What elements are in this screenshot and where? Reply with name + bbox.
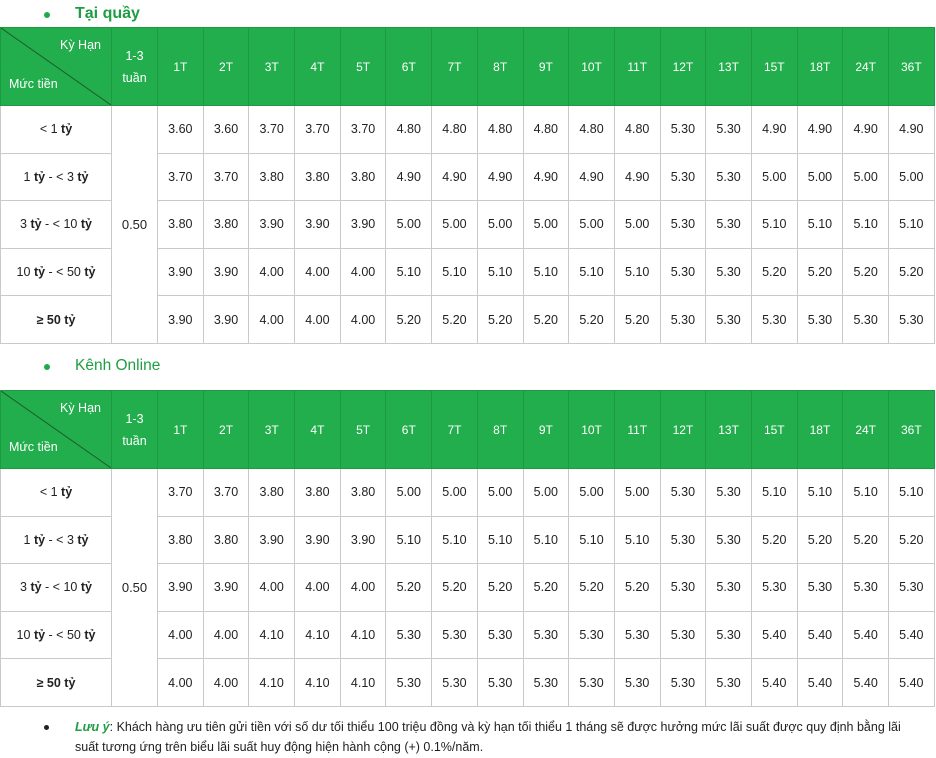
term-header: 1T bbox=[158, 28, 204, 106]
rate-cell: 4.90 bbox=[386, 153, 432, 201]
bullet-dot-icon bbox=[44, 725, 49, 730]
term-header: 7T bbox=[432, 391, 478, 469]
rate-cell: 3.90 bbox=[158, 248, 204, 296]
weeks-header: 1-3 tuần bbox=[112, 391, 158, 469]
term-header: 12T bbox=[660, 391, 706, 469]
term-header: 4T bbox=[295, 28, 341, 106]
rate-cell: 4.80 bbox=[432, 106, 478, 154]
rate-table-counter bbox=[0, 27, 935, 344]
rate-cell: 5.00 bbox=[523, 201, 569, 249]
rate-cell: 4.90 bbox=[843, 106, 889, 154]
rate-cell: 3.70 bbox=[158, 153, 204, 201]
rate-cell: 5.30 bbox=[523, 659, 569, 707]
rate-cell: 4.10 bbox=[295, 611, 341, 659]
rate-cell: 5.40 bbox=[797, 659, 843, 707]
bullet-dot-icon bbox=[44, 364, 50, 370]
rate-cell: 3.60 bbox=[203, 106, 249, 154]
rate-cell: 5.00 bbox=[386, 201, 432, 249]
term-header: 8T bbox=[477, 28, 523, 106]
rate-cell: 5.30 bbox=[797, 564, 843, 612]
term-header: 5T bbox=[340, 391, 386, 469]
term-header: 24T bbox=[843, 28, 889, 106]
term-header: 3T bbox=[249, 391, 295, 469]
rate-cell: 3.70 bbox=[340, 106, 386, 154]
rate-cell: 5.00 bbox=[432, 201, 478, 249]
week-rate-cell: 0.50 bbox=[112, 469, 158, 707]
rate-cell: 3.80 bbox=[249, 153, 295, 201]
tier-label-part: tỷ bbox=[80, 217, 92, 232]
rate-cell: 5.30 bbox=[660, 201, 706, 249]
amount-tier-label bbox=[1, 611, 112, 659]
tier-label-part: 1 bbox=[23, 532, 34, 547]
table-row bbox=[1, 469, 935, 517]
bullet-dot-icon bbox=[44, 12, 50, 18]
tier-label-part: tỷ bbox=[61, 122, 73, 137]
rate-cell: 5.20 bbox=[614, 296, 660, 344]
rate-cell: 5.00 bbox=[569, 469, 615, 517]
rate-cell: 5.40 bbox=[797, 611, 843, 659]
tier-label-part: ≥ 50 tỷ bbox=[36, 675, 76, 690]
term-header: 1T bbox=[158, 391, 204, 469]
rate-cell: 5.30 bbox=[751, 564, 797, 612]
rate-cell: 5.30 bbox=[889, 564, 935, 612]
rate-cell: 3.90 bbox=[295, 516, 341, 564]
rate-cell: 5.30 bbox=[660, 296, 706, 344]
rate-cell: 5.20 bbox=[477, 564, 523, 612]
rate-cell: 5.10 bbox=[523, 516, 569, 564]
rate-cell: 4.00 bbox=[249, 564, 295, 612]
rate-cell: 5.30 bbox=[660, 516, 706, 564]
rate-cell: 4.00 bbox=[295, 564, 341, 612]
rate-cell: 5.30 bbox=[706, 248, 752, 296]
rate-cell: 5.30 bbox=[660, 469, 706, 517]
term-header: 11T bbox=[614, 391, 660, 469]
tier-label-part: - < 3 bbox=[45, 169, 78, 184]
rate-cell: 3.90 bbox=[249, 201, 295, 249]
rate-cell: 3.80 bbox=[249, 469, 295, 517]
term-axis-label: Kỳ Hạn bbox=[60, 38, 101, 52]
rate-cell: 5.40 bbox=[889, 611, 935, 659]
rate-cell: 5.30 bbox=[706, 296, 752, 344]
rate-cell: 5.10 bbox=[386, 516, 432, 564]
term-header: 9T bbox=[523, 391, 569, 469]
rate-cell: 3.80 bbox=[340, 469, 386, 517]
rate-cell: 5.40 bbox=[751, 611, 797, 659]
rate-cell: 3.80 bbox=[295, 469, 341, 517]
rate-cell: 5.10 bbox=[614, 248, 660, 296]
term-header: 7T bbox=[432, 28, 478, 106]
rate-cell: 5.10 bbox=[751, 201, 797, 249]
rate-cell: 4.90 bbox=[569, 153, 615, 201]
tier-label-part: tỷ bbox=[84, 628, 96, 643]
term-header: 18T bbox=[797, 28, 843, 106]
rate-cell: 5.10 bbox=[569, 248, 615, 296]
rate-cell: 5.30 bbox=[569, 659, 615, 707]
rate-cell: 5.10 bbox=[432, 248, 478, 296]
rate-cell: 4.00 bbox=[158, 659, 204, 707]
rate-cell: 5.10 bbox=[386, 248, 432, 296]
rate-cell: 5.10 bbox=[889, 201, 935, 249]
term-header: 15T bbox=[751, 391, 797, 469]
rate-cell: 5.30 bbox=[660, 611, 706, 659]
term-axis-label: Kỳ Hạn bbox=[60, 401, 101, 415]
rate-cell: 5.10 bbox=[751, 469, 797, 517]
rate-cell: 4.80 bbox=[477, 106, 523, 154]
header-corner-cell bbox=[1, 391, 112, 469]
rate-cell: 3.90 bbox=[203, 564, 249, 612]
rate-cell: 5.20 bbox=[751, 248, 797, 296]
rate-cell: 5.40 bbox=[889, 659, 935, 707]
week-rate-cell: 0.50 bbox=[112, 106, 158, 344]
term-header: 10T bbox=[569, 28, 615, 106]
term-header: 15T bbox=[751, 28, 797, 106]
tier-label-part: tỷ bbox=[33, 532, 46, 547]
tier-label-part: ≥ 50 tỷ bbox=[36, 312, 76, 327]
rate-cell: 5.30 bbox=[843, 296, 889, 344]
rate-cell: 3.90 bbox=[295, 201, 341, 249]
tier-label-part: 3 bbox=[20, 217, 31, 232]
rate-cell: 5.30 bbox=[706, 564, 752, 612]
amount-axis-label: Mức tiền bbox=[9, 77, 58, 91]
rate-cell: 4.00 bbox=[340, 296, 386, 344]
tier-label-part: tỷ bbox=[77, 169, 89, 184]
tier-label-part: 3 bbox=[20, 580, 31, 595]
rate-cell: 4.10 bbox=[340, 611, 386, 659]
tier-label-part: tỷ bbox=[33, 265, 46, 280]
rate-cell: 5.30 bbox=[797, 296, 843, 344]
rate-cell: 5.30 bbox=[660, 248, 706, 296]
term-header: 4T bbox=[295, 391, 341, 469]
tier-label-part: < 1 bbox=[39, 122, 62, 137]
tier-label-part: < 1 bbox=[39, 485, 62, 500]
rate-cell: 4.00 bbox=[249, 248, 295, 296]
rate-cell: 4.80 bbox=[523, 106, 569, 154]
amount-axis-label: Mức tiền bbox=[9, 440, 58, 454]
rate-cell: 5.40 bbox=[843, 611, 889, 659]
rate-cell: 5.00 bbox=[432, 469, 478, 517]
rate-cell: 3.80 bbox=[158, 201, 204, 249]
rate-cell: 5.30 bbox=[660, 564, 706, 612]
rate-cell: 5.20 bbox=[797, 248, 843, 296]
rate-cell: 4.00 bbox=[203, 659, 249, 707]
rate-cell: 3.90 bbox=[158, 564, 204, 612]
amount-tier-label bbox=[1, 248, 112, 296]
rate-cell: 4.10 bbox=[249, 611, 295, 659]
rate-cell: 5.20 bbox=[477, 296, 523, 344]
rate-cell: 5.20 bbox=[523, 296, 569, 344]
term-header: 9T bbox=[523, 28, 569, 106]
rate-cell: 5.30 bbox=[660, 153, 706, 201]
rate-cell: 5.20 bbox=[889, 516, 935, 564]
term-header: 18T bbox=[797, 391, 843, 469]
rate-cell: 5.30 bbox=[386, 611, 432, 659]
tier-label-part: 10 bbox=[16, 265, 34, 280]
rate-cell: 5.10 bbox=[889, 469, 935, 517]
term-header: 11T bbox=[614, 28, 660, 106]
rate-cell: 5.30 bbox=[660, 106, 706, 154]
term-header: 36T bbox=[889, 28, 935, 106]
rate-cell: 5.20 bbox=[523, 564, 569, 612]
rate-cell: 3.70 bbox=[158, 469, 204, 517]
rate-cell: 4.00 bbox=[158, 611, 204, 659]
term-header: 24T bbox=[843, 391, 889, 469]
rate-cell: 5.30 bbox=[706, 516, 752, 564]
rate-cell: 5.30 bbox=[706, 659, 752, 707]
rate-cell: 5.30 bbox=[706, 611, 752, 659]
term-header: 10T bbox=[569, 391, 615, 469]
rate-cell: 5.10 bbox=[843, 201, 889, 249]
term-header: 8T bbox=[477, 391, 523, 469]
rate-cell: 5.20 bbox=[843, 248, 889, 296]
weeks-header: 1-3 tuần bbox=[112, 28, 158, 106]
rate-cell: 4.80 bbox=[569, 106, 615, 154]
rate-cell: 5.10 bbox=[477, 516, 523, 564]
amount-tier-label bbox=[1, 659, 112, 707]
rate-cell: 5.10 bbox=[569, 516, 615, 564]
rate-cell: 4.00 bbox=[249, 296, 295, 344]
rate-cell: 5.30 bbox=[706, 106, 752, 154]
rate-cell: 5.20 bbox=[843, 516, 889, 564]
tier-label-part: tỷ bbox=[33, 628, 46, 643]
term-header: 2T bbox=[203, 391, 249, 469]
rate-cell: 4.80 bbox=[614, 106, 660, 154]
tier-label-part: - < 3 bbox=[45, 532, 78, 547]
rate-cell: 5.00 bbox=[797, 153, 843, 201]
rate-cell: 5.30 bbox=[614, 659, 660, 707]
rate-cell: 3.60 bbox=[158, 106, 204, 154]
tier-label-part: tỷ bbox=[80, 580, 92, 595]
rate-cell: 3.90 bbox=[340, 201, 386, 249]
amount-tier-label bbox=[1, 564, 112, 612]
rate-cell: 4.10 bbox=[249, 659, 295, 707]
section-title: Kênh Online bbox=[75, 357, 161, 374]
rate-cell: 5.10 bbox=[477, 248, 523, 296]
note-label: Lưu ý bbox=[75, 720, 110, 734]
rate-cell: 5.00 bbox=[889, 153, 935, 201]
rate-cell: 5.20 bbox=[569, 296, 615, 344]
rate-cell: 5.30 bbox=[477, 611, 523, 659]
rate-cell: 5.30 bbox=[706, 153, 752, 201]
rate-cell: 4.00 bbox=[295, 296, 341, 344]
rate-cell: 5.00 bbox=[614, 469, 660, 517]
rate-cell: 3.70 bbox=[249, 106, 295, 154]
tier-label-part: 1 bbox=[23, 169, 34, 184]
term-header: 13T bbox=[706, 391, 752, 469]
rate-cell: 5.20 bbox=[797, 516, 843, 564]
rate-cell: 5.30 bbox=[751, 296, 797, 344]
rate-cell: 5.10 bbox=[843, 469, 889, 517]
rate-cell: 5.20 bbox=[386, 564, 432, 612]
tier-label-part: 10 bbox=[16, 628, 34, 643]
rate-cell: 4.10 bbox=[295, 659, 341, 707]
rate-cell: 3.70 bbox=[295, 106, 341, 154]
note-text bbox=[75, 717, 925, 757]
rate-cell: 3.80 bbox=[203, 516, 249, 564]
term-header: 13T bbox=[706, 28, 752, 106]
tier-label-part: - < 10 bbox=[41, 580, 81, 595]
amount-tier-label bbox=[1, 296, 112, 344]
rate-cell: 5.10 bbox=[797, 469, 843, 517]
rate-cell: 5.30 bbox=[432, 659, 478, 707]
amount-tier-label bbox=[1, 516, 112, 564]
tier-label-part: tỷ bbox=[30, 580, 42, 595]
rate-cell: 3.90 bbox=[203, 248, 249, 296]
rate-cell: 5.30 bbox=[706, 469, 752, 517]
rate-cell: 5.10 bbox=[614, 516, 660, 564]
rate-cell: 5.00 bbox=[569, 201, 615, 249]
term-header: 6T bbox=[386, 28, 432, 106]
rate-cell: 5.00 bbox=[477, 201, 523, 249]
rate-cell: 5.20 bbox=[614, 564, 660, 612]
rate-cell: 5.20 bbox=[751, 516, 797, 564]
tier-label-part: tỷ bbox=[33, 169, 46, 184]
rate-cell: 3.80 bbox=[295, 153, 341, 201]
term-header: 6T bbox=[386, 391, 432, 469]
rate-cell: 4.90 bbox=[614, 153, 660, 201]
rate-cell: 4.90 bbox=[477, 153, 523, 201]
rate-cell: 3.80 bbox=[203, 201, 249, 249]
amount-tier-label bbox=[1, 201, 112, 249]
rate-cell: 5.00 bbox=[751, 153, 797, 201]
rate-cell: 5.40 bbox=[751, 659, 797, 707]
rate-cell: 3.90 bbox=[203, 296, 249, 344]
rate-cell: 5.00 bbox=[523, 469, 569, 517]
rate-cell: 5.40 bbox=[843, 659, 889, 707]
rate-table-online bbox=[0, 390, 935, 707]
rate-cell: 5.30 bbox=[843, 564, 889, 612]
rate-cell: 4.90 bbox=[889, 106, 935, 154]
tier-label-part: - < 50 bbox=[45, 628, 85, 643]
rate-cell: 3.80 bbox=[158, 516, 204, 564]
rate-cell: 4.90 bbox=[523, 153, 569, 201]
rate-cell: 4.80 bbox=[386, 106, 432, 154]
rate-cell: 5.00 bbox=[477, 469, 523, 517]
header-corner-cell bbox=[1, 28, 112, 106]
rate-cell: 5.20 bbox=[386, 296, 432, 344]
rate-cell: 5.00 bbox=[386, 469, 432, 517]
tier-label-part: - < 10 bbox=[41, 217, 81, 232]
rate-cell: 5.10 bbox=[432, 516, 478, 564]
rate-cell: 3.90 bbox=[340, 516, 386, 564]
tier-label-part: tỷ bbox=[84, 265, 96, 280]
rate-cell: 5.00 bbox=[843, 153, 889, 201]
rate-cell: 5.30 bbox=[569, 611, 615, 659]
rate-cell: 5.20 bbox=[569, 564, 615, 612]
rate-cell: 4.10 bbox=[340, 659, 386, 707]
rate-cell: 5.20 bbox=[432, 296, 478, 344]
rate-cell: 4.00 bbox=[340, 248, 386, 296]
rate-cell: 4.90 bbox=[432, 153, 478, 201]
rate-cell: 4.00 bbox=[295, 248, 341, 296]
rate-cell: 3.70 bbox=[203, 153, 249, 201]
amount-tier-label bbox=[1, 106, 112, 154]
rate-cell: 3.70 bbox=[203, 469, 249, 517]
table-row bbox=[1, 106, 935, 154]
rate-cell: 5.20 bbox=[432, 564, 478, 612]
rate-cell: 5.30 bbox=[660, 659, 706, 707]
rate-cell: 4.00 bbox=[203, 611, 249, 659]
tier-label-part: - < 50 bbox=[45, 265, 85, 280]
section-title: Tại quầy bbox=[75, 5, 140, 22]
rate-cell: 4.90 bbox=[751, 106, 797, 154]
term-header: 36T bbox=[889, 391, 935, 469]
rate-cell: 5.30 bbox=[386, 659, 432, 707]
term-header: 2T bbox=[203, 28, 249, 106]
rate-cell: 3.90 bbox=[249, 516, 295, 564]
rate-cell: 5.20 bbox=[889, 248, 935, 296]
rate-cell: 5.30 bbox=[706, 201, 752, 249]
rate-cell: 5.10 bbox=[523, 248, 569, 296]
amount-tier-label bbox=[1, 153, 112, 201]
note-body: : Khách hàng ưu tiên gửi tiền với số dư tối thiểu 100 triệu đồng và kỳ hạn tối thiểu 1 tháng sẽ được hưởng mức lãi suất được quy định bằng lãi suất tương ứng trên biểu lãi suất huy động hiện hành cộng (+) 0.1%/năm. bbox=[75, 720, 901, 754]
tier-label-part: tỷ bbox=[61, 485, 73, 500]
rate-cell: 5.30 bbox=[432, 611, 478, 659]
rate-cell: 5.30 bbox=[477, 659, 523, 707]
rate-cell: 5.30 bbox=[614, 611, 660, 659]
rate-cell: 5.00 bbox=[614, 201, 660, 249]
rate-cell: 5.30 bbox=[523, 611, 569, 659]
tier-label-part: tỷ bbox=[77, 532, 89, 547]
tier-label-part: tỷ bbox=[30, 217, 42, 232]
amount-tier-label bbox=[1, 469, 112, 517]
rate-cell: 4.00 bbox=[340, 564, 386, 612]
rate-cell: 5.30 bbox=[889, 296, 935, 344]
term-header: 5T bbox=[340, 28, 386, 106]
rate-cell: 3.90 bbox=[158, 296, 204, 344]
rate-cell: 3.80 bbox=[340, 153, 386, 201]
term-header: 12T bbox=[660, 28, 706, 106]
rate-cell: 5.10 bbox=[797, 201, 843, 249]
rate-cell: 4.90 bbox=[797, 106, 843, 154]
term-header: 3T bbox=[249, 28, 295, 106]
